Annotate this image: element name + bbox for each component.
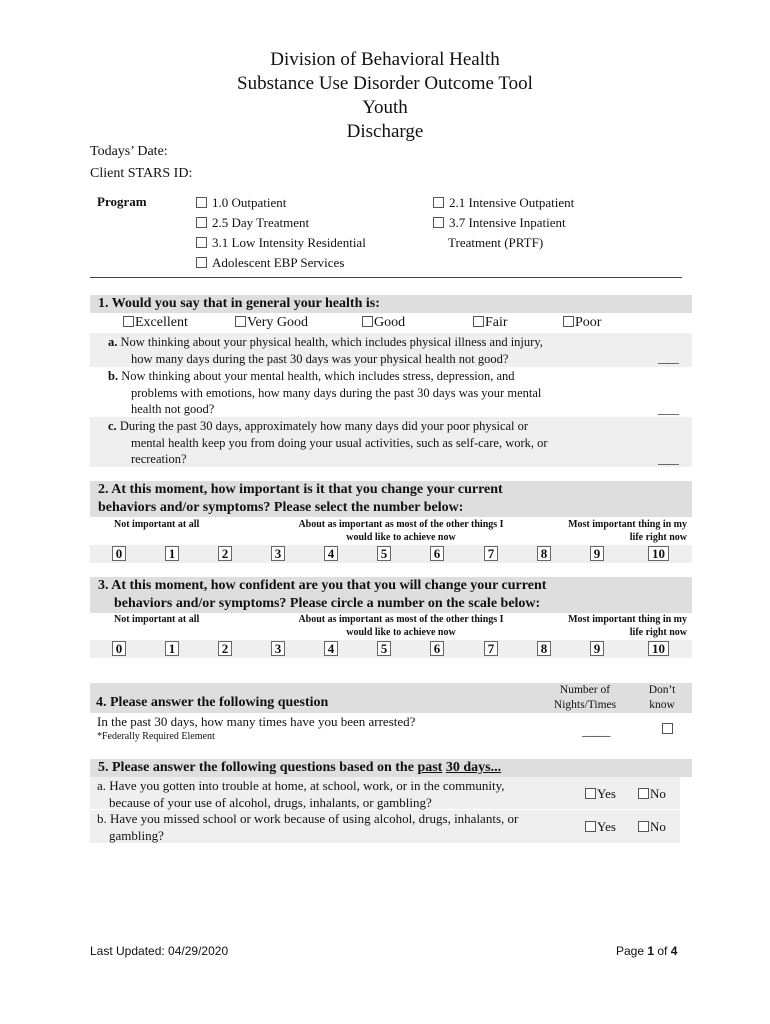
q2-scale-1[interactable]: 1 xyxy=(165,546,179,561)
program-option[interactable]: 3.1 Low Intensity Residential xyxy=(196,233,366,253)
q3-scale-row xyxy=(90,640,692,658)
checkbox-icon[interactable] xyxy=(585,788,596,799)
q4-col-number: Number of Nights/Times xyxy=(553,684,617,711)
q1-option-fair[interactable]: Fair xyxy=(473,313,508,332)
q1a-text: a. Now thinking about your physical health, which includes physical illness and injury, how many days during the past 30 days was your physical health not good? xyxy=(108,335,543,366)
q2-heading-line-2: behaviors and/or symptoms? Please select the number below: xyxy=(98,500,464,515)
program-option-continuation: Treatment (PRTF) xyxy=(448,235,544,250)
q3-heading-line-2: behaviors and/or symptoms? Please circle a number on the scale below: xyxy=(114,596,541,611)
program-option[interactable]: Adolescent EBP Services xyxy=(196,253,366,273)
q2-scale-3[interactable]: 3 xyxy=(271,546,285,561)
q4-question: In the past 30 days, how many times have you been arrested? xyxy=(97,714,416,729)
todays-date-label: Todays’ Date: xyxy=(90,144,168,159)
q3-scale-6[interactable]: 6 xyxy=(430,641,444,656)
q1-option-very-good[interactable]: Very Good xyxy=(235,313,308,332)
q1b-answer-blank[interactable]: ____ xyxy=(658,402,678,416)
title-line-3: Youth xyxy=(362,97,408,118)
q3-scale-5[interactable]: 5 xyxy=(377,641,391,656)
q5a-no[interactable]: No xyxy=(638,786,666,802)
q4-col-dont-know: Don’t know xyxy=(648,684,676,711)
program-option[interactable]: 2.1 Intensive Outpatient xyxy=(433,193,574,213)
checkbox-icon[interactable] xyxy=(196,237,207,248)
q3-scale-1[interactable]: 1 xyxy=(165,641,179,656)
checkbox-icon[interactable] xyxy=(196,257,207,268)
q5b-text: b. Have you missed school or work because of using alcohol, drugs, inhalants, or gambling? xyxy=(97,811,519,843)
q5b-no[interactable]: No xyxy=(638,819,666,835)
q3-label-mid: About as important as most of the other things I would like to achieve now xyxy=(298,614,504,638)
q1b-text: b. Now thinking about your mental health, which includes stress, depression, and problems with emotions, how many days during the past 30 days was your mental health not good? xyxy=(108,369,542,416)
q2-scale-9[interactable]: 9 xyxy=(590,546,604,561)
divider xyxy=(90,277,682,278)
q3-scale-3[interactable]: 3 xyxy=(271,641,285,656)
page-number: Page 1 of 4 xyxy=(616,944,678,958)
title-line-2: Substance Use Disorder Outcome Tool xyxy=(237,73,533,94)
checkbox-icon[interactable] xyxy=(563,316,574,327)
q2-label-low: Not important at all xyxy=(114,519,200,530)
title-line-4: Discharge xyxy=(346,121,424,142)
q2-scale-0[interactable]: 0 xyxy=(112,546,126,561)
q1-heading: 1. Would you say that in general your health is: xyxy=(90,295,692,313)
program-option[interactable]: 1.0 Outpatient xyxy=(196,193,366,213)
title-line-1: Division of Behavioral Health xyxy=(270,49,500,70)
q3-scale-9[interactable]: 9 xyxy=(590,641,604,656)
q3-scale-7[interactable]: 7 xyxy=(484,641,498,656)
checkbox-icon[interactable] xyxy=(235,316,246,327)
q3-label-low: Not important at all xyxy=(114,614,200,625)
q4-note: *Federally Required Element xyxy=(97,731,215,742)
q3-scale-4[interactable]: 4 xyxy=(324,641,338,656)
q2-scale-7[interactable]: 7 xyxy=(484,546,498,561)
q2-scale-row xyxy=(90,545,692,563)
q2-scale-2[interactable]: 2 xyxy=(218,546,232,561)
checkbox-icon[interactable] xyxy=(638,788,649,799)
q5a-text: a. Have you gotten into trouble at home, at school, work, or in the community, because of your use of alcohol, drugs, inhalants, or gambling? xyxy=(97,778,505,810)
checkbox-icon[interactable] xyxy=(196,197,207,208)
q1c-answer-blank[interactable]: ____ xyxy=(658,452,678,466)
q4-dont-know-checkbox[interactable] xyxy=(662,723,673,734)
checkbox-icon[interactable] xyxy=(123,316,134,327)
checkbox-icon[interactable] xyxy=(585,821,596,832)
q5-heading: 5. Please answer the following questions based on the past 30 days... xyxy=(90,759,692,777)
program-label: Program xyxy=(97,194,147,209)
q3-heading: 3. At this moment, how confident are you that you will change your current xyxy=(90,577,692,613)
q3-scale-8[interactable]: 8 xyxy=(537,641,551,656)
checkbox-icon[interactable] xyxy=(433,217,444,228)
q2-scale-5[interactable]: 5 xyxy=(377,546,391,561)
q2-label-mid: About as important as most of the other things I would like to achieve now xyxy=(298,519,504,543)
q2-scale-10[interactable]: 10 xyxy=(648,546,669,561)
last-updated: Last Updated: 04/29/2020 xyxy=(90,944,229,958)
program-options-left xyxy=(196,193,366,273)
q1-option-good[interactable]: Good xyxy=(362,313,405,332)
q1-options xyxy=(90,313,692,332)
program-option[interactable]: 2.5 Day Treatment xyxy=(196,213,366,233)
q4-answer-blank[interactable]: _____ xyxy=(582,723,610,738)
q2-scale-8[interactable]: 8 xyxy=(537,546,551,561)
q4-heading: 4. Please answer the following question xyxy=(96,695,329,710)
q5a-yes[interactable]: Yes xyxy=(585,786,616,802)
q2-heading: 2. At this moment, how important is it that you change your current xyxy=(90,481,692,517)
q2-scale-6[interactable]: 6 xyxy=(430,546,444,561)
checkbox-icon[interactable] xyxy=(638,821,649,832)
q3-scale-2[interactable]: 2 xyxy=(218,641,232,656)
program-option[interactable]: 3.7 Intensive Inpatient xyxy=(433,213,574,233)
checkbox-icon[interactable] xyxy=(473,316,484,327)
q2-label-high: Most important thing in my life right now xyxy=(568,519,687,543)
checkbox-icon[interactable] xyxy=(196,217,207,228)
checkbox-icon[interactable] xyxy=(362,316,373,327)
q5b-yes[interactable]: Yes xyxy=(585,819,616,835)
q1c-text: c. During the past 30 days, approximately how many days did your poor physical or mental health keep you from doing your usual activities, such as self-care, work, or recreation? xyxy=(108,419,548,466)
q1-option-poor[interactable]: Poor xyxy=(563,313,601,332)
q1a-answer-blank[interactable]: ____ xyxy=(658,351,678,365)
q3-label-high: Most important thing in my life right now xyxy=(568,614,687,638)
client-stars-id-label: Client STARS ID: xyxy=(90,166,193,181)
program-options-right xyxy=(433,193,574,253)
q3-scale-10[interactable]: 10 xyxy=(648,641,669,656)
q3-scale-0[interactable]: 0 xyxy=(112,641,126,656)
q2-scale-4[interactable]: 4 xyxy=(324,546,338,561)
checkbox-icon[interactable] xyxy=(433,197,444,208)
form-title xyxy=(0,48,770,144)
q1-option-excellent[interactable]: Excellent xyxy=(123,313,188,332)
